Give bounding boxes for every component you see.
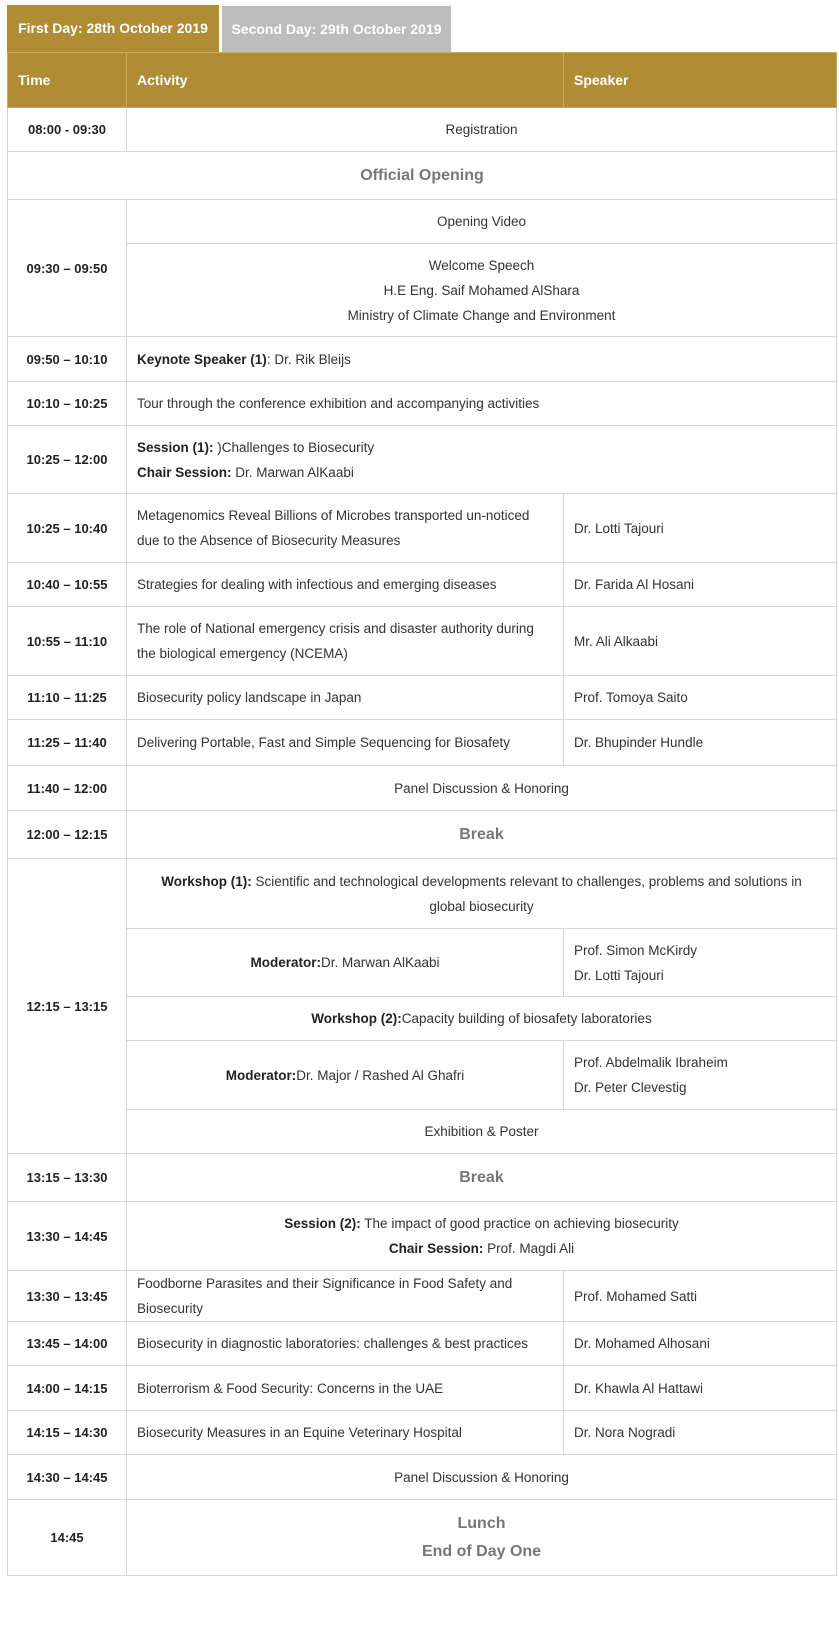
tab-first-day[interactable]: First Day: 28th October 2019: [7, 5, 219, 52]
table-row: [8, 1411, 837, 1455]
speaker-cell: Dr. Mohamed Alhosani: [564, 1322, 837, 1366]
activity-cell: Panel Discussion & Honoring: [127, 1455, 837, 1500]
session-text: The impact of good practice on achieving biosecurity: [360, 1216, 679, 1231]
table-row: [8, 766, 837, 811]
time-cell: 11:10 – 11:25: [8, 676, 127, 720]
table-row: [8, 1322, 837, 1366]
table-row: [8, 200, 837, 244]
table-row: [8, 1202, 837, 1271]
speaker-cell: Mr. Ali Alkaabi: [564, 607, 837, 676]
session-line: [137, 1211, 826, 1236]
table-row: [8, 494, 837, 563]
speaker-name: Dr. Peter Clevestig: [574, 1080, 687, 1095]
activity-cell: Foodborne Parasites and their Significance in Food Safety and Biosecurity: [127, 1271, 564, 1322]
chair-text: Prof. Magdi Ali: [483, 1241, 575, 1256]
workshop-cell: [127, 859, 837, 929]
table-row: [8, 244, 837, 337]
activity-cell: [127, 244, 837, 337]
workshop-text: Capacity building of biosafety laboratories: [401, 1011, 652, 1026]
workshop-label: Workshop (1):: [161, 873, 252, 889]
time-cell: 11:40 – 12:00: [8, 766, 127, 811]
speaker-name: Prof. Simon McKirdy: [574, 942, 698, 958]
table-row: [8, 1455, 837, 1500]
table-row: [8, 811, 837, 859]
table-row: [8, 720, 837, 766]
break-cell: Break: [127, 811, 837, 859]
end-of-day-label: End of Day One: [421, 1542, 542, 1560]
time-cell: 10:25 – 10:40: [8, 494, 127, 563]
time-cell: 13:15 – 13:30: [8, 1154, 127, 1202]
welcome-speaker: H.E Eng. Saif Mohamed AlShara: [383, 282, 580, 298]
chair-line: [137, 1236, 826, 1261]
time-cell: 13:30 – 13:45: [8, 1271, 127, 1322]
keynote-text: : Dr. Rik Bleijs: [266, 351, 351, 367]
speaker-name: Dr. Lotti Tajouri: [574, 967, 664, 983]
table-row: [8, 859, 837, 929]
speaker-cell: Dr. Farida Al Hosani: [564, 563, 837, 607]
activity-cell: Biosecurity policy landscape in Japan: [127, 676, 564, 720]
header-activity: Activity: [127, 53, 564, 108]
activity-cell: Delivering Portable, Fast and Simple Sequencing for Biosafety: [127, 720, 564, 766]
keynote-label: Keynote Speaker (1): [137, 351, 267, 367]
activity-cell: The role of National emergency crisis and disaster authority during the biological emergency (NCEMA): [127, 607, 564, 676]
table-row: [8, 676, 837, 720]
activity-cell: Biosecurity in diagnostic laboratories: challenges & best practices: [127, 1322, 564, 1366]
activity-cell: Opening Video: [127, 200, 837, 244]
speaker-cell: Dr. Nora Nogradi: [564, 1411, 837, 1455]
time-cell: 11:25 – 11:40: [8, 720, 127, 766]
time-cell: 14:00 – 14:15: [8, 1366, 127, 1411]
activity-cell: Exhibition & Poster: [127, 1110, 837, 1154]
speaker-name: Prof. Abdelmalik Ibraheim: [574, 1055, 728, 1070]
table-row: [8, 337, 837, 382]
table-row: [8, 1041, 837, 1110]
speaker-cell: Prof. Tomoya Saito: [564, 676, 837, 720]
speaker-cell: Prof. Mohamed Satti: [564, 1271, 837, 1322]
moderator-text: Dr. Marwan AlKaabi: [320, 955, 440, 970]
session-label: Session (2):: [284, 1216, 361, 1231]
table-header-row: [8, 53, 837, 108]
welcome-org: Ministry of Climate Change and Environment: [347, 307, 616, 323]
session-line: [137, 435, 826, 460]
time-cell: 14:15 – 14:30: [8, 1411, 127, 1455]
time-cell: 10:10 – 10:25: [8, 382, 127, 426]
break-cell: Break: [127, 1154, 837, 1202]
workshop-cell: [127, 997, 837, 1041]
activity-cell: [127, 337, 837, 382]
moderator-label: Moderator:: [225, 1067, 297, 1083]
activity-cell: Panel Discussion & Honoring: [127, 766, 837, 811]
welcome-title: Welcome Speech: [428, 257, 535, 273]
speaker-cell: [564, 1041, 837, 1110]
table-row: [8, 1154, 837, 1202]
section-title: Official Opening: [8, 152, 837, 200]
table-row: [8, 1366, 837, 1411]
workshop-label: Workshop (2):: [311, 1011, 402, 1026]
time-cell: 12:00 – 12:15: [8, 811, 127, 859]
table-row: [8, 929, 837, 997]
activity-cell: [127, 1500, 837, 1576]
speaker-cell: Dr. Khawla Al Hattawi: [564, 1366, 837, 1411]
time-cell: 14:45: [8, 1500, 127, 1576]
chair-line: [137, 460, 826, 485]
time-cell: 13:30 – 14:45: [8, 1202, 127, 1271]
table-row: [8, 563, 837, 607]
schedule-table: [7, 52, 837, 1576]
time-cell: 10:40 – 10:55: [8, 563, 127, 607]
activity-cell: [127, 426, 837, 494]
activity-cell: Biosecurity Measures in an Equine Veterinary Hospital: [127, 1411, 564, 1455]
time-cell: 12:15 – 13:15: [8, 859, 127, 1154]
moderator-cell: [127, 1041, 564, 1110]
workshop-text: Scientific and technological developments relevant to challenges, problems and solutions in global biosecurity: [251, 873, 802, 914]
activity-cell: [127, 1202, 837, 1271]
time-cell: 14:30 – 14:45: [8, 1455, 127, 1500]
activity-cell: Tour through the conference exhibition and accompanying activities: [127, 382, 837, 426]
chair-text: Dr. Marwan AlKaabi: [231, 464, 354, 480]
moderator-cell: [127, 929, 564, 997]
chair-label: Chair Session:: [388, 1241, 484, 1256]
table-row: [8, 607, 837, 676]
table-row: [8, 997, 837, 1041]
table-row: [8, 382, 837, 426]
time-cell: 10:25 – 12:00: [8, 426, 127, 494]
table-row: [8, 1500, 837, 1576]
table-row: [8, 426, 837, 494]
moderator-label: Moderator:: [250, 955, 321, 970]
moderator-text: Dr. Major / Rashed Al Ghafri: [296, 1067, 465, 1083]
speaker-cell: Dr. Lotti Tajouri: [564, 494, 837, 563]
chair-label: Chair Session:: [137, 464, 232, 480]
activity-cell: Strategies for dealing with infectious and emerging diseases: [127, 563, 564, 607]
header-time: Time: [8, 53, 127, 108]
table-row: [8, 1271, 837, 1322]
table-row: [8, 1110, 837, 1154]
time-cell: 09:50 – 10:10: [8, 337, 127, 382]
session-text: )Challenges to Biosecurity: [213, 439, 375, 455]
session-label: Session (1):: [137, 439, 214, 455]
speaker-cell: [564, 929, 837, 997]
speaker-cell: Dr. Bhupinder Hundle: [564, 720, 837, 766]
table-row: [8, 152, 837, 200]
table-row: [8, 108, 837, 152]
activity-cell: Metagenomics Reveal Billions of Microbes transported un-noticed due to the Absence of Biosecurity Measures: [127, 494, 564, 563]
time-cell: 13:45 – 14:00: [8, 1322, 127, 1366]
time-cell: 10:55 – 11:10: [8, 607, 127, 676]
lunch-label: Lunch: [457, 1514, 506, 1532]
time-cell: 08:00 - 09:30: [8, 108, 127, 152]
activity-cell: Registration: [127, 108, 837, 152]
time-cell: 09:30 – 09:50: [8, 200, 127, 337]
tab-second-day[interactable]: Second Day: 29th October 2019: [222, 6, 451, 52]
header-speaker: Speaker: [564, 53, 837, 108]
activity-cell: Bioterrorism & Food Security: Concerns in the UAE: [127, 1366, 564, 1411]
